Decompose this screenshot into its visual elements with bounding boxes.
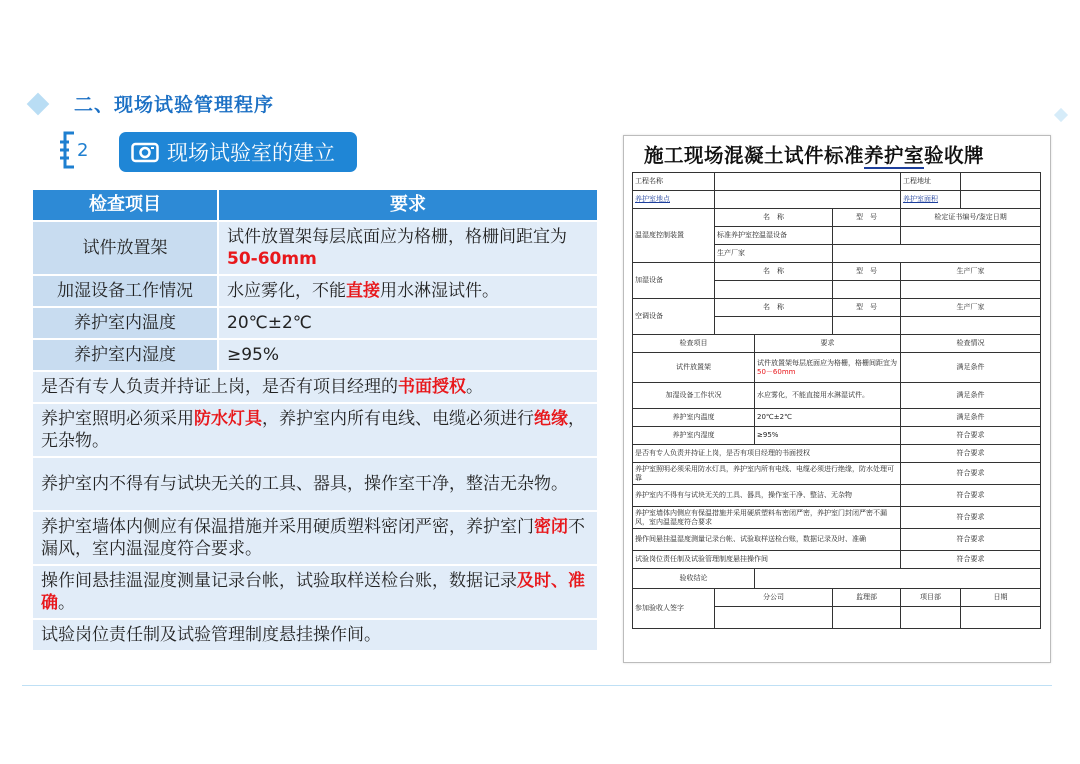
subtitle-pill [119, 132, 357, 172]
requirement-cell: 20℃±2℃ [218, 307, 598, 339]
inspection-table [31, 188, 599, 652]
acceptance-form-image [623, 135, 1051, 663]
decor-diamond-right [1054, 108, 1068, 122]
item-cell: 养护室内温度 [32, 307, 218, 339]
table-row [32, 221, 598, 275]
table-row [32, 307, 598, 339]
table-row [32, 275, 598, 307]
col-header-item: 检查项目 [32, 189, 218, 221]
item-cell: 加湿设备工作情况 [32, 275, 218, 307]
section-number: 2 [77, 140, 89, 161]
requirement-cell: 水应雾化，不能直接用水淋湿试件。 [218, 275, 598, 307]
full-requirement-cell: 养护室内不得有与试块无关的工具、器具，操作室干净，整洁无杂物。 [32, 457, 598, 511]
requirement-cell: ≥95% [218, 339, 598, 371]
table-row [32, 565, 598, 619]
col-header-requirement: 要求 [218, 189, 598, 221]
table-row [32, 457, 598, 511]
footer-divider [22, 685, 1052, 686]
form-table: 工程名称 工程地址 养护室地点 养护室面积 温湿度控制装置 名 称 型 号 检定证书编号/鉴定日期 标准养护室控温湿设备 生产厂家 加湿设备 名 称 型 号 生产厂家 空调设备 名 称 型 号 生产厂家 检查项目 要求 检查情况 试件放置架 试件放置架每层底面应为格栅，格栅间距宜为50－60mm 满足条件 加湿设备工作状况 水应雾化，不能直接用水淋湿试件。 满足条件 养护室内温度 20℃±2℃ 满足条件 养护室内湿度 ≥95% 符合要求 是否有专人负责并持证上岗，是否有项目经理的书面授权 符合要求 养护室照明必须采用防水灯具，养护室内所有电线、电缆必须进行绝缘，防水处理可靠 符合要求 养护室内不得有与试块无关的工具、器具，操作室干净、整洁、无杂物 符合要求 养护室墙体内侧应有保温措施并采用硬质塑料布密闭严密，养护室门封闭严密不漏风，室内温湿度符合要求 符合要求 操作间悬挂温湿度测量记录台帐、试验取样送检台账，数据记录及时、准确 符合要求 试验岗位责任制及试验管理制度悬挂操作间 符合要求 验收结论 参加验收人签字 分公司 监理部 项目部 日期 [632, 172, 1041, 629]
item-cell: 试件放置架 [32, 221, 218, 275]
form-title: 施工现场混凝土试件标准养护室验收牌 [644, 144, 985, 167]
full-requirement-cell: 试验岗位责任制及试验管理制度悬挂操作间。 [32, 619, 598, 651]
table-row [32, 619, 598, 651]
full-requirement-cell: 操作间悬挂温湿度测量记录台帐，试验取样送检台账，数据记录及时、准确。 [32, 565, 598, 619]
table-row [32, 339, 598, 371]
table-row [32, 371, 598, 403]
full-requirement-cell: 养护室墙体内侧应有保温措施并采用硬质塑料密闭严密，养护室门密闭不漏风，室内温湿度符合要求。 [32, 511, 598, 565]
subtitle-text: 现场试验室的建立 [167, 141, 335, 165]
section-number-badge [60, 130, 96, 170]
section-title: 二、现场试验管理程序 [74, 94, 275, 116]
item-cell: 养护室内湿度 [32, 339, 218, 371]
highlight-text: 直接 [346, 281, 380, 301]
full-requirement-cell: 养护室照明必须采用防水灯具，养护室内所有电线、电缆必须进行绝缘，无杂物。 [32, 403, 598, 457]
full-requirement-cell: 是否有专人负责并持证上岗，是否有项目经理的书面授权。 [32, 371, 598, 403]
decor-diamond [27, 93, 50, 116]
table-row [32, 403, 598, 457]
highlight-text: 50-60mm [227, 249, 317, 269]
camera-icon [131, 141, 159, 163]
table-row [32, 511, 598, 565]
requirement-cell: 试件放置架每层底面应为格栅，格栅间距宜为50-60mm [218, 221, 598, 275]
